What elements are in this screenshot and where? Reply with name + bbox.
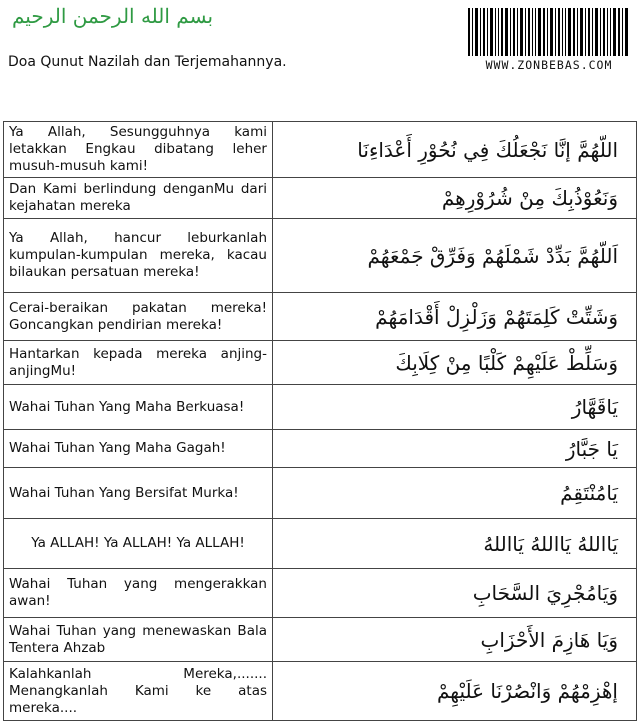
arabic-text: اَللّهُمَّ بَدِّدْ شَمْلَهُمْ وَفَرِّقْ جَمْعَهُمْ bbox=[273, 219, 637, 293]
table-row bbox=[4, 662, 637, 721]
malay-translation: Cerai-beraikan pakatan mereka! Goncangkan pendirian mereka! bbox=[4, 293, 273, 341]
malay-translation: Dan Kami berlindung denganMu dari kejahatan mereka bbox=[4, 178, 273, 219]
table-row bbox=[4, 468, 637, 519]
table-row bbox=[4, 122, 637, 178]
table-row bbox=[4, 178, 637, 219]
arabic-text: وَنَعُوْذُبِكَ مِنْ شُرُوْرِهِمْ bbox=[273, 178, 637, 219]
malay-translation: Wahai Tuhan yang menewaskan Bala Tentera Ahzab bbox=[4, 618, 273, 662]
malay-translation: Wahai Tuhan Yang Maha Gagah! bbox=[4, 430, 273, 468]
table-row bbox=[4, 519, 637, 569]
malay-translation: Wahai Tuhan yang mengerakkan awan! bbox=[4, 569, 273, 618]
arabic-text: إهْزِمْهُمْ وَانْصُرْنَا عَلَيْهِمْ bbox=[273, 662, 637, 721]
arabic-text: اللّهُمَّ إنَّا نَجْعَلُكَ فِي نُحُوْرِ أَعْدَاءِنَا bbox=[273, 122, 637, 178]
table-row bbox=[4, 385, 637, 430]
table-row bbox=[4, 293, 637, 341]
arabic-text: وَيَا هَازِمَ الأَحْزَابِ bbox=[273, 618, 637, 662]
site-url: WWW.ZONBEBAS.COM bbox=[485, 58, 613, 72]
malay-translation: Wahai Tuhan Yang Bersifat Murka! bbox=[4, 468, 273, 519]
arabic-text: يَاقَهَّارُ bbox=[273, 385, 637, 430]
table-row bbox=[4, 341, 637, 385]
table-row bbox=[4, 618, 637, 662]
arabic-text: يَا جَبَّارُ bbox=[273, 430, 637, 468]
doa-table bbox=[3, 121, 637, 721]
arabic-text: وَشَتِّتْ كَلِمَتَهُمْ وَزَلْزِلْ أَقْدَامَهُمْ bbox=[273, 293, 637, 341]
table-row bbox=[4, 569, 637, 618]
arabic-text: يَامُنْتَقِمُ bbox=[273, 468, 637, 519]
table-row bbox=[4, 430, 637, 468]
table-row bbox=[4, 219, 637, 293]
document-title: Doa Qunut Nazilah dan Terjemahannya. bbox=[8, 54, 287, 70]
arabic-text: يَااللهُ يَااللهُ يَااللهُ bbox=[273, 519, 637, 569]
arabic-text: وَيَامُجْرِيَ السَّحَابِ bbox=[273, 569, 637, 618]
basmala-calligraphy: بسم الله الرحمن الرحيم bbox=[12, 4, 214, 28]
malay-translation: Ya Allah, Sesungguhnya kami letakkan Engkau dibatang leher musuh-musuh kami! bbox=[4, 122, 273, 178]
arabic-text: وَسَلِّطْ عَلَيْهِمْ كَلْبًا مِنْ كِلَابِكَ bbox=[273, 341, 637, 385]
malay-translation: Kalahkanlah Mereka,....... Menangkanlah Kami ke atas mereka.... bbox=[4, 662, 273, 721]
malay-translation: Ya ALLAH! Ya ALLAH! Ya ALLAH! bbox=[4, 519, 273, 569]
malay-translation: Hantarkan kepada mereka anjing-anjingMu! bbox=[4, 341, 273, 385]
malay-translation: Wahai Tuhan Yang Maha Berkuasa! bbox=[4, 385, 273, 430]
barcode-icon bbox=[468, 8, 628, 62]
malay-translation: Ya Allah, hancur leburkanlah kumpulan-kumpulan mereka, kacau bilaukan persatuan mereka! bbox=[4, 219, 273, 293]
